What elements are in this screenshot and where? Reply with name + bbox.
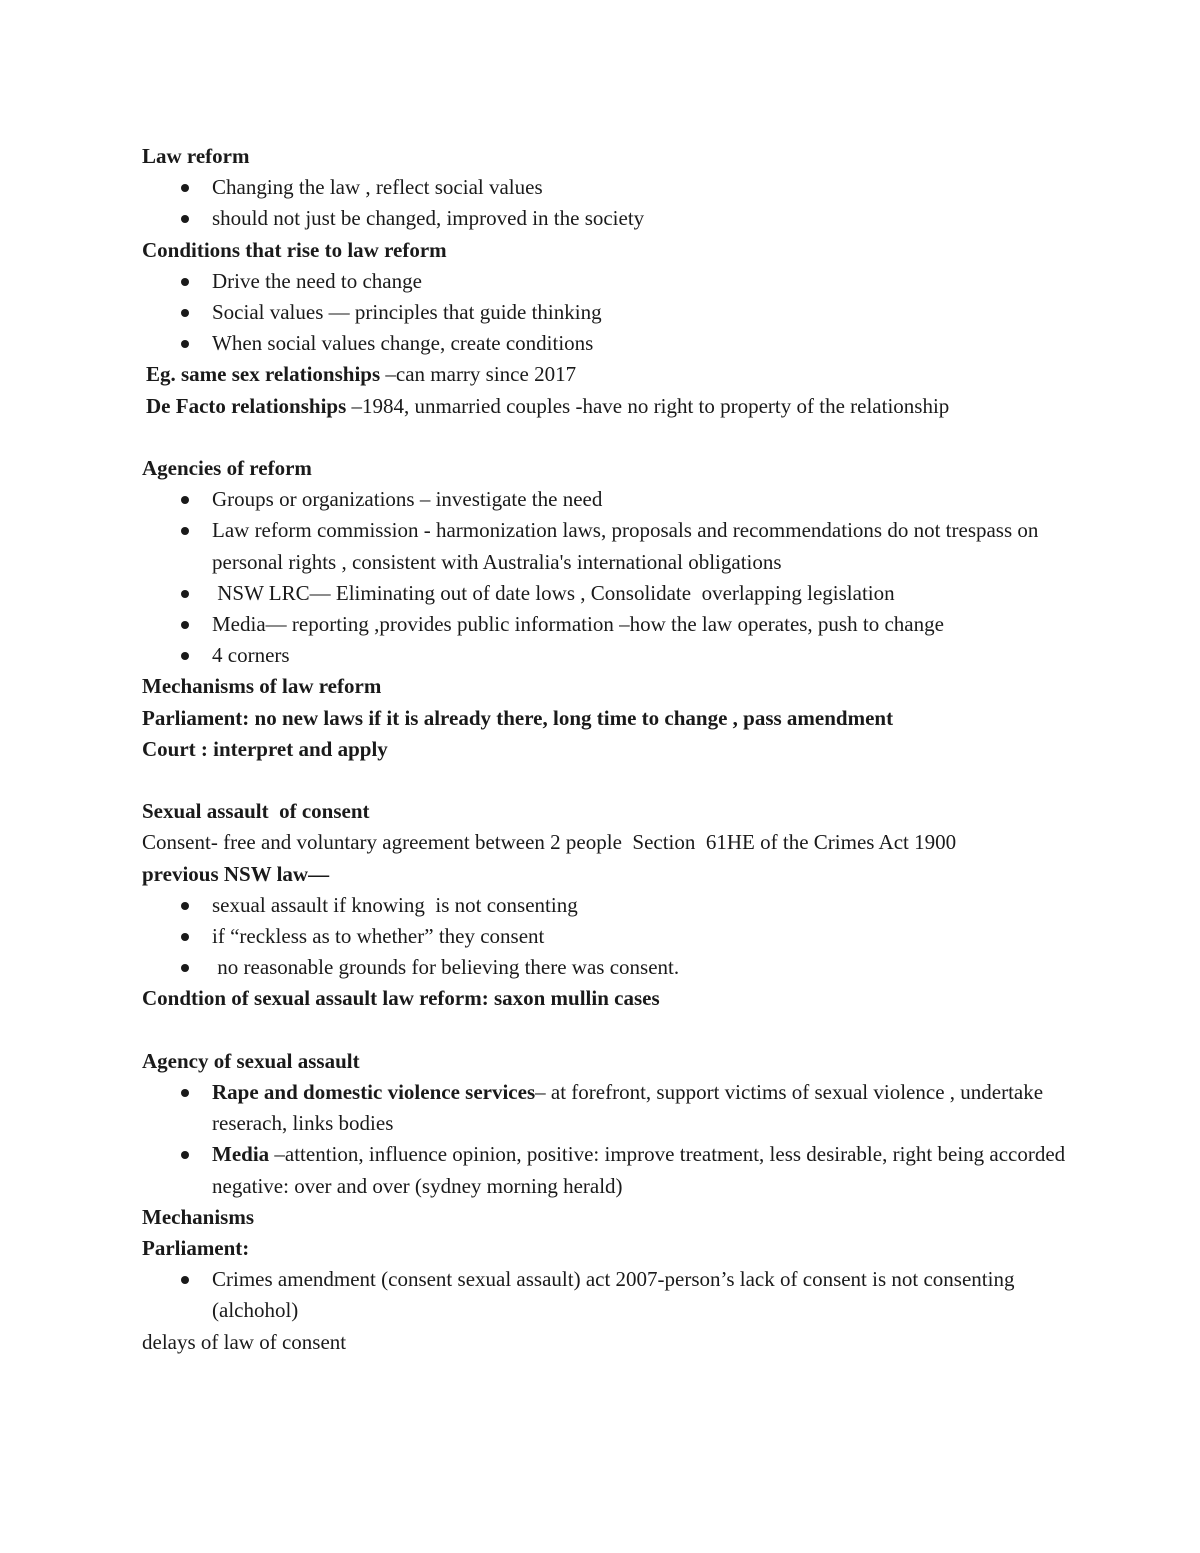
list-item xyxy=(142,203,1102,234)
heading-agencies: Agencies of reform xyxy=(142,456,312,481)
list-item xyxy=(142,1077,1102,1139)
list-item-text: if “reckless as to whether” they consent xyxy=(212,924,545,949)
bullet-icon xyxy=(181,340,189,348)
spacer xyxy=(142,765,1102,796)
law-reform-list xyxy=(142,172,1102,234)
bullet-icon xyxy=(181,309,189,317)
example-label: Eg. same sex relationships xyxy=(146,362,381,387)
list-item-text: Crimes amendment (consent sexual assault) act 2007-person’s lack of consent is not consenting (alchohol) xyxy=(212,1267,1015,1323)
heading-agency-sexual-assault: Agency of sexual assault xyxy=(142,1048,360,1073)
list-item-text xyxy=(212,1077,1072,1139)
list-item xyxy=(142,266,1102,297)
example-label: De Facto relationships xyxy=(146,393,347,418)
parliament-label: Parliament: xyxy=(142,1236,250,1261)
heading-sexual-assault: Sexual assault of consent xyxy=(142,799,370,824)
bullet-icon xyxy=(181,652,189,660)
mechanisms-court: Court : interpret and apply xyxy=(142,736,388,761)
list-item-text: Social values — principles that guide thinking xyxy=(212,300,602,325)
list-item xyxy=(142,921,1102,952)
bullet-icon xyxy=(181,278,189,286)
mechanisms-parliament: Parliament: no new laws if it is already there, long time to change , pass amendment xyxy=(142,705,894,730)
list-item xyxy=(142,1264,1102,1326)
bullet-icon xyxy=(181,184,189,192)
item-text: –attention, influence opinion, positive: improve treatment, less desirable, right being accorded negative: over and over (sydney morning herald) xyxy=(212,1142,1066,1198)
list-item-text: Changing the law , reflect social values xyxy=(212,175,543,200)
list-item-text: NSW LRC— Eliminating out of date lows , Consolidate overlapping legislation xyxy=(212,580,895,605)
consent-definition: Consent- free and voluntary agreement between 2 people Section 61HE of the Crimes Act 1900 xyxy=(142,830,957,855)
list-item xyxy=(142,578,1102,609)
bullet-icon xyxy=(181,964,189,972)
item-label: Rape and domestic violence services xyxy=(212,1080,536,1105)
list-item-text: Drive the need to change xyxy=(212,268,422,293)
list-item-text: Media— reporting ,provides public information –how the law operates, push to change xyxy=(212,612,944,637)
example-defacto xyxy=(142,391,1102,422)
parliament-list xyxy=(142,1264,1102,1326)
bullet-icon xyxy=(181,215,189,223)
bullet-icon xyxy=(181,933,189,941)
list-item xyxy=(142,328,1102,359)
example-text: –can marry since 2017 xyxy=(380,362,577,387)
bullet-icon xyxy=(181,902,189,910)
condition-law-reform: Condtion of sexual assault law reform: saxon mullin cases xyxy=(142,986,660,1011)
list-item xyxy=(142,1139,1102,1201)
spacer xyxy=(142,422,1102,453)
list-item xyxy=(142,890,1102,921)
heading-conditions: Conditions that rise to law reform xyxy=(142,237,447,262)
spacer xyxy=(142,1015,1102,1046)
list-item-text: sexual assault if knowing is not consenting xyxy=(212,892,578,917)
list-item xyxy=(142,952,1102,983)
bullet-icon xyxy=(181,1151,189,1159)
footer-note: delays of law of consent xyxy=(142,1329,347,1354)
item-text: – at forefront, support victims of sexual violence , undertake reserach, links bodies xyxy=(212,1080,1044,1136)
document-body xyxy=(142,141,1102,1358)
list-item-text: Law reform commission - harmonization laws, proposals and recommendations do not trespass on personal rights , consistent with Australia's international obligations xyxy=(212,518,1039,574)
list-item xyxy=(142,172,1102,203)
example-same-sex xyxy=(142,359,1102,390)
list-item xyxy=(142,297,1102,328)
agency-list xyxy=(142,1077,1102,1202)
previous-law-label: previous NSW law— xyxy=(142,861,330,886)
agencies-list xyxy=(142,484,1102,671)
list-item-text: should not just be changed, improved in the society xyxy=(212,206,645,231)
list-item-text: When social values change, create conditions xyxy=(212,331,594,356)
list-item xyxy=(142,515,1102,577)
list-item xyxy=(142,640,1102,671)
heading-mechanisms-2: Mechanisms xyxy=(142,1204,254,1229)
list-item-text xyxy=(212,1139,1072,1201)
list-item-text: no reasonable grounds for believing there was consent. xyxy=(212,955,680,980)
item-label: Media xyxy=(212,1142,270,1167)
list-item xyxy=(142,609,1102,640)
previous-law-list xyxy=(142,890,1102,984)
list-item xyxy=(142,484,1102,515)
example-text: –1984, unmarried couples -have no right to property of the relationship xyxy=(346,393,950,418)
bullet-icon xyxy=(181,496,189,504)
bullet-icon xyxy=(181,621,189,629)
bullet-icon xyxy=(181,527,189,535)
list-item-text: 4 corners xyxy=(212,643,290,668)
conditions-list xyxy=(142,266,1102,360)
heading-mechanisms: Mechanisms of law reform xyxy=(142,674,382,699)
heading-law-reform: Law reform xyxy=(142,144,250,168)
bullet-icon xyxy=(181,1089,189,1097)
list-item-text: Groups or organizations – investigate the need xyxy=(212,487,603,512)
bullet-icon xyxy=(181,590,189,598)
bullet-icon xyxy=(181,1276,189,1284)
